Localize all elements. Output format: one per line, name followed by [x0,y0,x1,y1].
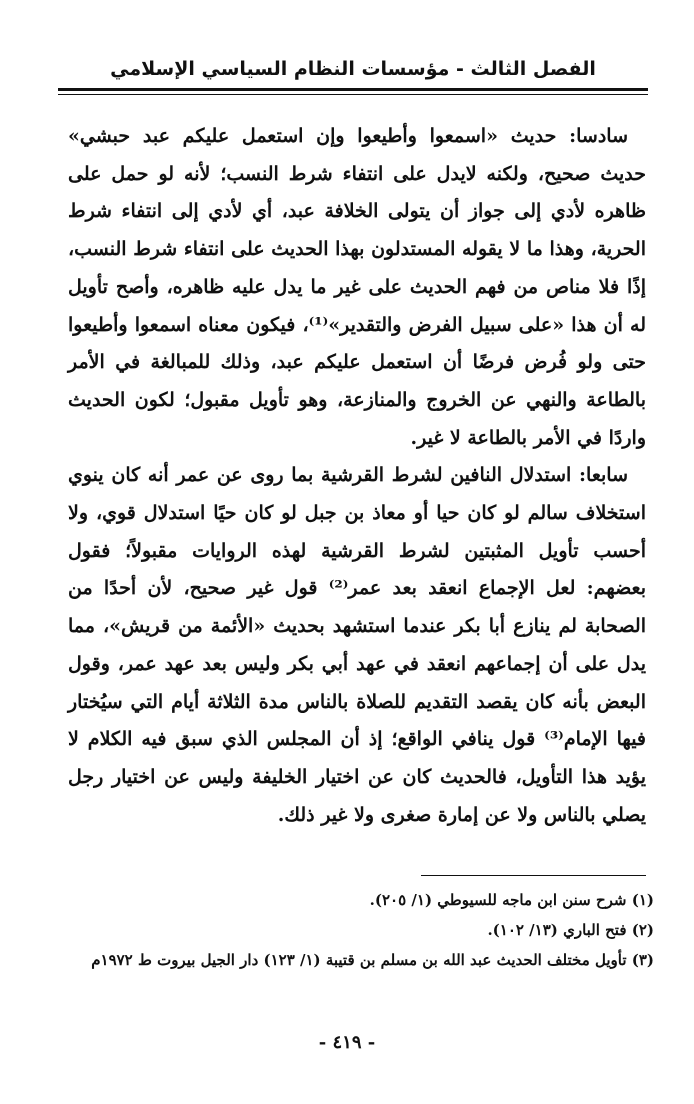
paragraph-sixth: سادسا: حديث «اسمعوا وأطيعوا وإن استعمل عليكم عبد حبشي» حديث صحيح، ولكنه لايدل على انتفاء شرط النسب؛ لأنه لو حمل على ظاهره لأدي إلى جواز أن يتولى الخلافة عبد، أي لأدي إلى انتفاء شرط الحرية، وهذا ما لا يقوله المستدلون بهذا الحديث على انتفاء شرط النسب، إذًا فلا مناص من فهم الحديث على غير ما يدل عليه ظاهره، وأصح تأويل له أن هذا «على سبيل الفرض والتقدير»⁽¹⁾، فيكون معناه اسمعوا وأطيعوا حتى ولو فُرض فرضًا أن استعمل عليكم عبد، وذلك للمبالغة في الأمر بالطاعة والنهي عن الخروج والمنازعة، وهو تأويل مقبول؛ لكون الحديث واردًا في الأمر بالطاعة لا غير. [68,125,646,449]
header-rule-thick [58,88,648,91]
footnote-2: (٢) فتح الباري (١٣/ ١٠٢). [487,921,654,939]
footnote-separator [421,875,646,876]
footnotes [78,885,654,975]
paragraph-seventh: سابعا: استدلال النافين لشرط القرشية بما روى عن عمر أنه كان ينوي استخلاف سالم لو كان حيا أو معاذ بن جبل لو كان حيًا استدلال قوي، ولا أحسب تأويل المثبتين لشرط القرشية لهذه الروايات مقبولاً؛ فقول بعضهم: لعل الإجماع انعقد بعد عمر⁽²⁾ قول غير صحيح، لأن أحدًا من الصحابة لم ينازع أبا بكر عندما استشهد بحديث «الأئمة من قريش»، مما يدل على أن إجماعهم انعقد في عهد أبي بكر وليس بعد عهد عمر، وقول البعض بأنه كان يقصد التقديم للصلاة بالناس مدة الثلاثة أيام التي سيُختار فيها الإمام⁽³⁾ قول ينافي الواقع؛ إذ أن المجلس الذي سبق فيه الكلام لا يؤيد هذا التأويل، فالحديث كان عن اختيار الخليفة وليس عن اختيار رجل يصلي بالناس ولا عن إمارة صغرى ولا غير ذلك. [68,464,647,826]
footnote-1: (١) شرح سنن ابن ماجه للسيوطي (١/ ٢٠٥). [369,891,654,909]
body-text [68,118,646,834]
chapter-title: الفصل الثالث - مؤسسات النظام السياسي الإسلامي [110,58,596,80]
running-header [58,55,648,83]
header-rule-thin [58,94,648,95]
page-number: - ٤١٩ - [318,1032,376,1053]
footnote-3: (٣) تأويل مختلف الحديث عبد الله بن مسلم بن قتيبة (١/ ١٢٣) دار الجيل بيروت ط ١٩٧٢م [91,951,654,969]
